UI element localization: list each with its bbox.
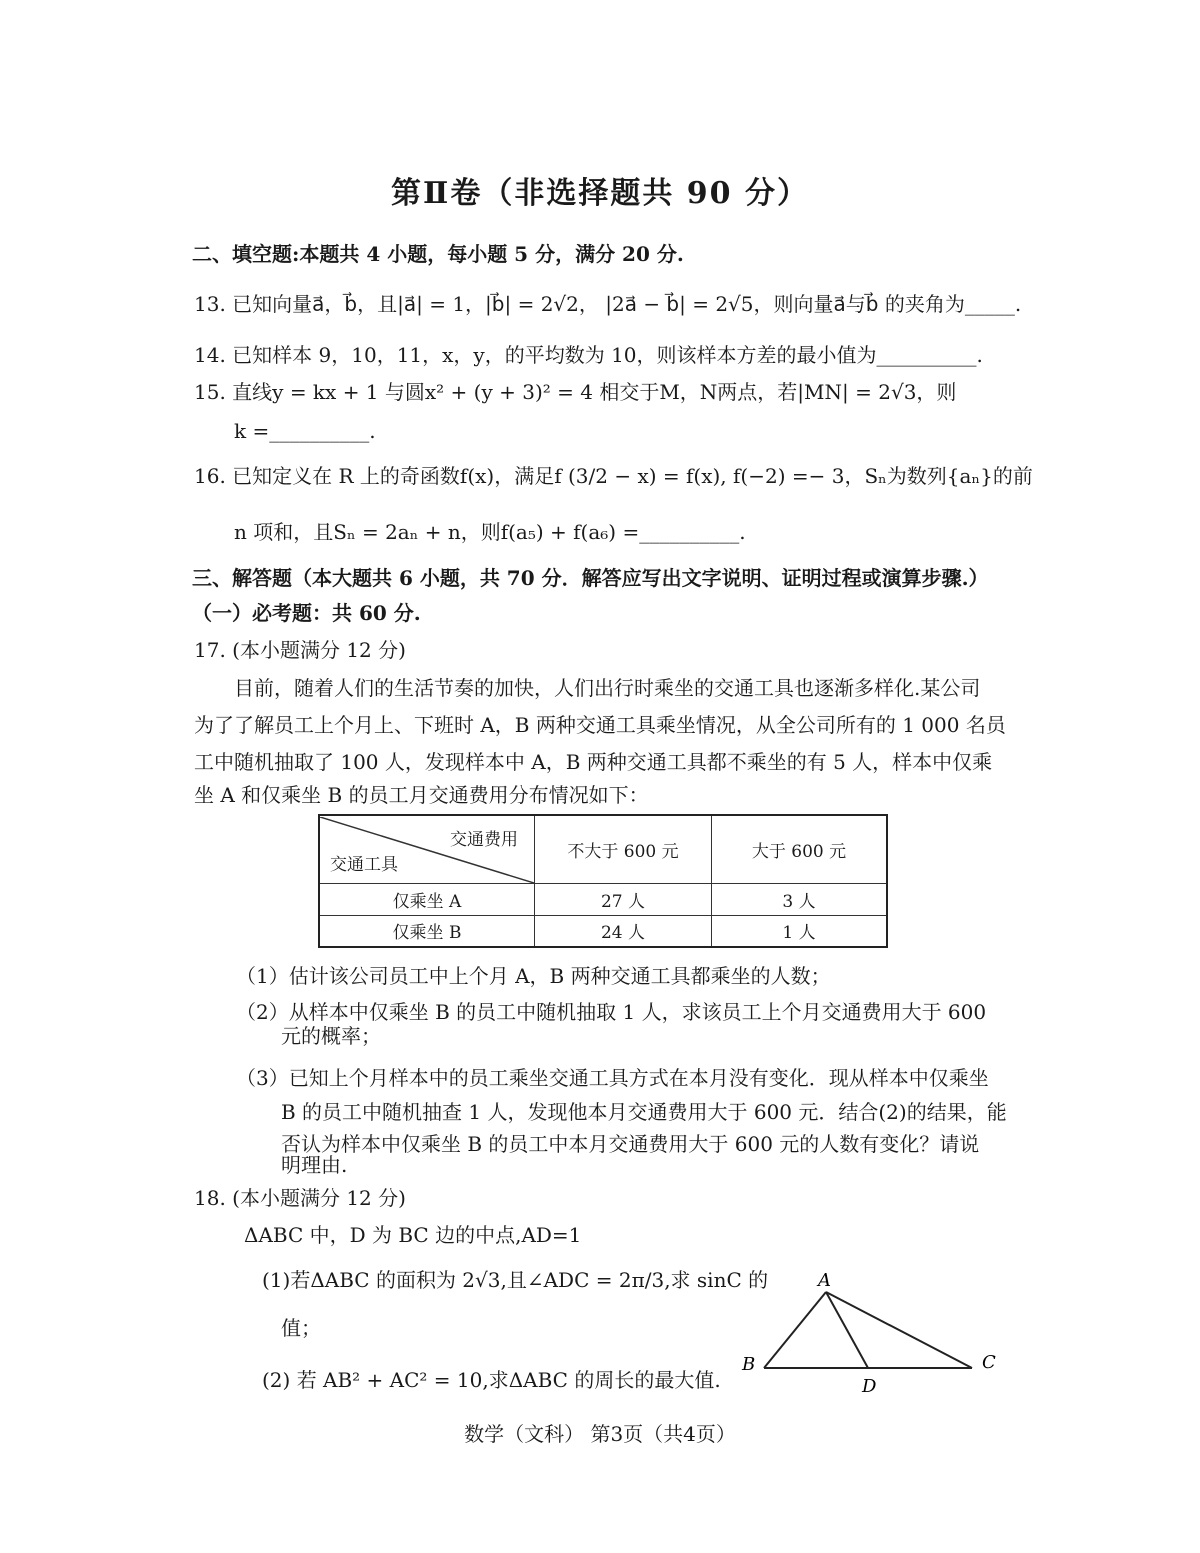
required-subsection: （一）必考题：共 60 分. [192, 601, 421, 625]
page-footer: 数学（文科） 第3页（共4页） [464, 1422, 736, 1446]
table-cell: 1 人 [712, 915, 888, 947]
vertex-label-c: C [982, 1352, 996, 1373]
corner-label-transport: 交通工具 [330, 855, 398, 876]
table-row [319, 883, 887, 915]
question-17-head: 17. (本小题满分 12 分) [194, 638, 406, 662]
question-18-sub2: (2) 若 AB² + AC² = 10,求ΔABC 的周长的最大值. [262, 1368, 721, 1392]
question-13: 13. 已知向量a⃗，b⃗，且|a⃗| = 1，|b⃗| = 2√2， |2a⃗ − b⃗| = 2√5，则向量a⃗与b⃗ 的夹角为_____. [194, 292, 1022, 316]
table-cell: 3 人 [712, 883, 888, 915]
row-label: 仅乘坐 B [319, 915, 535, 947]
transport-fee-table [318, 814, 888, 948]
question-17-sub3-line: 否认为样本中仅乘坐 B 的员工中本月交通费用大于 600 元的人数有变化？请说 [281, 1132, 980, 1156]
question-15-line1: 15. 直线y = kx + 1 与圆x² + (y + 3)² = 4 相交于M，N两点，若|MN| = 2√3，则 [194, 380, 957, 404]
vertex-label-d: D [862, 1376, 877, 1396]
triangle-figure [736, 1266, 1006, 1396]
question-17-para-line: 坐 A 和仅乘坐 B 的员工月交通费用分布情况如下： [194, 783, 649, 807]
section-title: 第Ⅱ卷（非选择题共 90 分） [391, 176, 809, 211]
column-header: 大于 600 元 [712, 815, 888, 883]
question-14: 14. 已知样本 9，10，11，x，y，的平均数为 10，则该样本方差的最小值为__________. [194, 343, 983, 367]
question-16-line1: 16. 已知定义在 R 上的奇函数f(x)，满足f (3/2 − x) = f(x), f(−2) =− 3，Sₙ为数列{aₙ}的前 [194, 464, 1033, 488]
table-row [319, 915, 887, 947]
question-17-sub1: （1）估计该公司员工中上个月 A，B 两种交通工具都乘坐的人数； [236, 964, 831, 988]
question-18-head: 18. (本小题满分 12 分) [194, 1186, 406, 1210]
vertex-label-a: A [818, 1270, 831, 1291]
question-18-intro: ΔABC 中，D 为 BC 边的中点,AD=1 [244, 1223, 582, 1247]
edge-ab [764, 1292, 826, 1368]
question-17-para-line: 工中随机抽取了 100 人，发现样本中 A，B 两种交通工具都不乘坐的有 5 人，样本中仅乘 [194, 750, 993, 774]
question-18-sub1-line: (1)若ΔABC 的面积为 2√3,且∠ADC = 2π/3,求 sinC 的 [262, 1268, 769, 1292]
column-header: 不大于 600 元 [535, 815, 712, 883]
fill-blank-header: 二、填空题:本题共 4 小题，每小题 5 分，满分 20 分. [192, 242, 684, 266]
answer-section-header: 三、解答题（本大题共 6 小题，共 70 分．解答应写出文字说明、证明过程或演算步骤.） [192, 566, 989, 590]
row-label: 仅乘坐 A [319, 883, 535, 915]
question-17-sub3-line: B 的员工中随机抽查 1 人，发现他本月交通费用大于 600 元．结合(2)的结果，能 [281, 1100, 1007, 1124]
question-17-sub2-line: （2）从样本中仅乘坐 B 的员工中随机抽取 1 人，求该员工上个月交通费用大于 600 [236, 1000, 987, 1024]
table-cell: 27 人 [535, 883, 712, 915]
table-cell: 24 人 [535, 915, 712, 947]
question-16-line2: n 项和，且Sₙ = 2aₙ + n，则f(a₅) + f(a₆) =__________. [234, 520, 746, 544]
question-15-line2: k =__________. [234, 419, 376, 443]
vertex-label-b: B [742, 1354, 756, 1375]
table-corner-cell [319, 815, 535, 883]
question-17-para-line: 为了了解员工上个月上、下班时 A，B 两种交通工具乘坐情况，从全公司所有的 1 000 名员 [194, 713, 1006, 737]
question-17-sub3-line: （3）已知上个月样本中的员工乘坐交通工具方式在本月没有变化．现从样本中仅乘坐 [236, 1066, 989, 1090]
question-18-sub1-line: 值； [281, 1316, 321, 1340]
question-17-para-line: 目前，随着人们的生活节奏的加快，人们出行时乘坐的交通工具也逐渐多样化.某公司 [234, 676, 981, 700]
question-17-sub2-line: 元的概率； [281, 1024, 381, 1048]
corner-label-fee: 交通费用 [450, 830, 518, 851]
question-17-sub3-line: 明理由. [281, 1153, 348, 1177]
